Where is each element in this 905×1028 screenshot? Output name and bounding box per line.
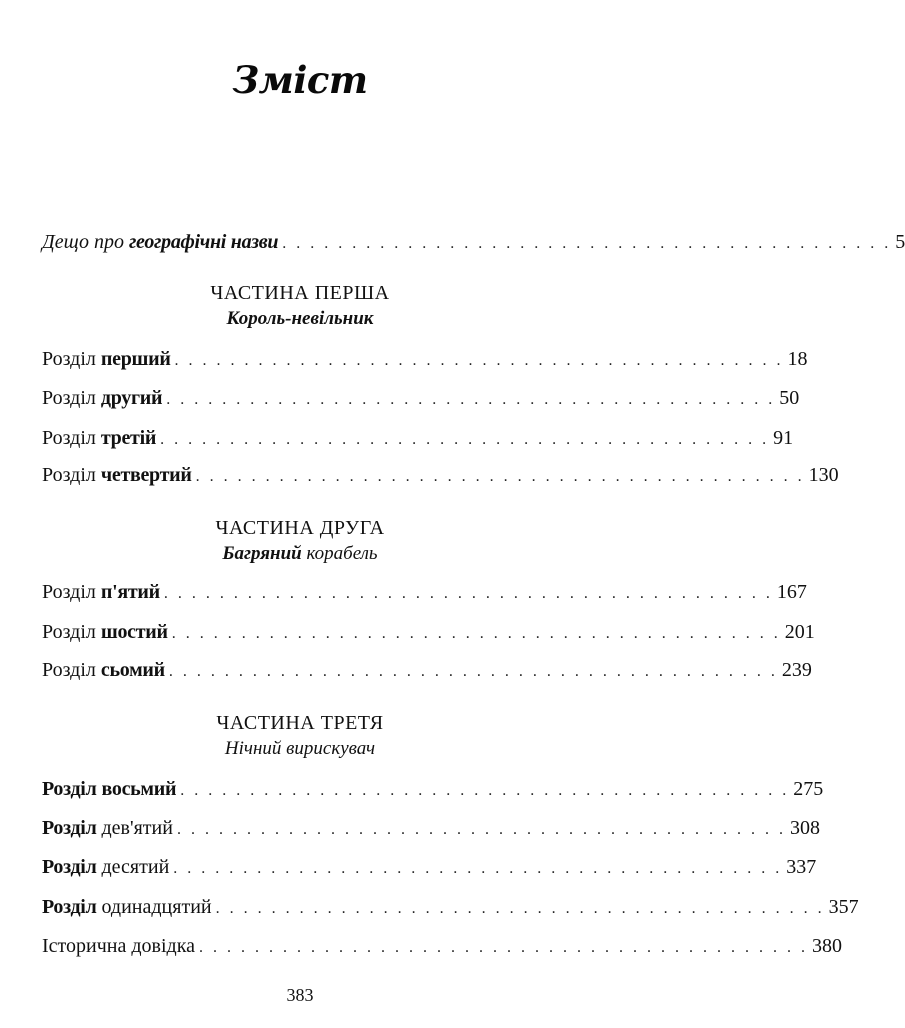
entry-label: Розділ одинадцятий (42, 896, 212, 918)
entry-page-number: 308 (789, 817, 820, 839)
toc-entry[interactable] (42, 461, 839, 489)
toc-entry-appendix[interactable] (42, 932, 842, 960)
toc-entry[interactable] (42, 578, 807, 606)
dot-leader: . . . . . . . . . . . . . . . . . . . . . . . . . . . . . . . . . . . . . . . . . . . . (180, 782, 790, 799)
toc-entry[interactable] (42, 893, 859, 921)
entry-label: Розділ п'ятий (42, 581, 160, 603)
entry-page-number: 91 (773, 427, 794, 449)
entry-page-number: 50 (779, 387, 800, 409)
entry-page-number: 275 (793, 778, 824, 800)
toc-entry[interactable] (42, 618, 815, 646)
dot-leader: . . . . . . . . . . . . . . . . . . . . . . . . . . . . . . . . . . . . . . . . . . . . (166, 391, 776, 408)
entry-page-number: 167 (776, 581, 807, 603)
entry-page-number: 380 (812, 935, 842, 957)
toc-entry[interactable] (42, 656, 812, 684)
toc-entry-intro[interactable] (42, 228, 905, 256)
entry-label: Розділ другий (42, 387, 163, 409)
toc-entry[interactable] (42, 814, 820, 842)
dot-leader: . . . . . . . . . . . . . . . . . . . . . . . . . . . . . . . . . . . . . . . . . . . . (176, 821, 786, 838)
entry-label: Дещо про географічні назви (42, 231, 279, 253)
entry-page-number: 5 (895, 231, 905, 253)
toc-entry[interactable] (42, 853, 817, 881)
dot-leader: . . . . . . . . . . . . . . . . . . . . . . . . . . . . . . . . . . . . . . . . . . . . (160, 431, 770, 448)
entry-label: Розділ дев'ятий (42, 817, 173, 839)
dot-leader: . . . . . . . . . . . . . . . . . . . . . . . . . . . . . . . . . . . . . . . . . . . . (282, 235, 892, 252)
dot-leader: . . . . . . . . . . . . . . . . . . . . . . . . . . . . . . . . . . . . . . . . . . . . (215, 900, 825, 917)
part-subtitle: Багряний корабель (222, 543, 378, 564)
dot-leader: . . . . . . . . . . . . . . . . . . . . . . . . . . . . . . . . . . . . . . . . . . . . (195, 468, 805, 485)
toc-entry[interactable] (42, 775, 824, 803)
part-subtitle: Король-невільник (226, 308, 374, 329)
page-number: 383 (286, 985, 314, 1005)
entry-label: Розділ перший (42, 348, 171, 370)
entry-label: Розділ восьмий (42, 778, 177, 800)
entry-page-number: 357 (828, 896, 859, 918)
part-heading: ЧАСТИНА ПЕРША (210, 282, 390, 304)
dot-leader: . . . . . . . . . . . . . . . . . . . . . . . . . . . . . . . . . . . . . . . . . . . . (171, 625, 781, 642)
entry-label: Розділ шостий (42, 621, 168, 643)
dot-leader: . . . . . . . . . . . . . . . . . . . . . . . . . . . . . . . . . . . . . . . . . . . . (163, 585, 773, 602)
entry-page-number: 130 (808, 464, 839, 486)
entry-label: Розділ сьомий (42, 659, 165, 681)
entry-label: Розділ третій (42, 427, 157, 449)
dot-leader: . . . . . . . . . . . . . . . . . . . . . . . . . . . . . . . . . . . . . . . . . . . . (199, 939, 808, 956)
entry-label: Історична довідка (42, 935, 195, 957)
part-heading: ЧАСТИНА ТРЕТЯ (216, 712, 384, 734)
part-subtitle: Нічний вирискувач (224, 738, 376, 759)
entry-page-number: 18 (787, 348, 808, 370)
entry-label: Розділ четвертий (42, 464, 192, 486)
entry-page-number: 239 (781, 659, 812, 681)
entry-page-number: 337 (786, 856, 817, 878)
toc-entry[interactable] (42, 384, 800, 412)
part-heading: ЧАСТИНА ДРУГА (215, 517, 385, 539)
page-title: Зміст (232, 58, 368, 102)
dot-leader: . . . . . . . . . . . . . . . . . . . . . . . . . . . . . . . . . . . . . . . . . . . . (168, 663, 778, 680)
entry-label: Розділ десятий (42, 856, 170, 878)
entry-page-number: 201 (784, 621, 815, 643)
dot-leader: . . . . . . . . . . . . . . . . . . . . . . . . . . . . . . . . . . . . . . . . . . . . (174, 352, 784, 369)
toc-entry[interactable] (42, 345, 808, 373)
toc-entry[interactable] (42, 424, 794, 452)
dot-leader: . . . . . . . . . . . . . . . . . . . . . . . . . . . . . . . . . . . . . . . . . . . . (173, 860, 783, 877)
